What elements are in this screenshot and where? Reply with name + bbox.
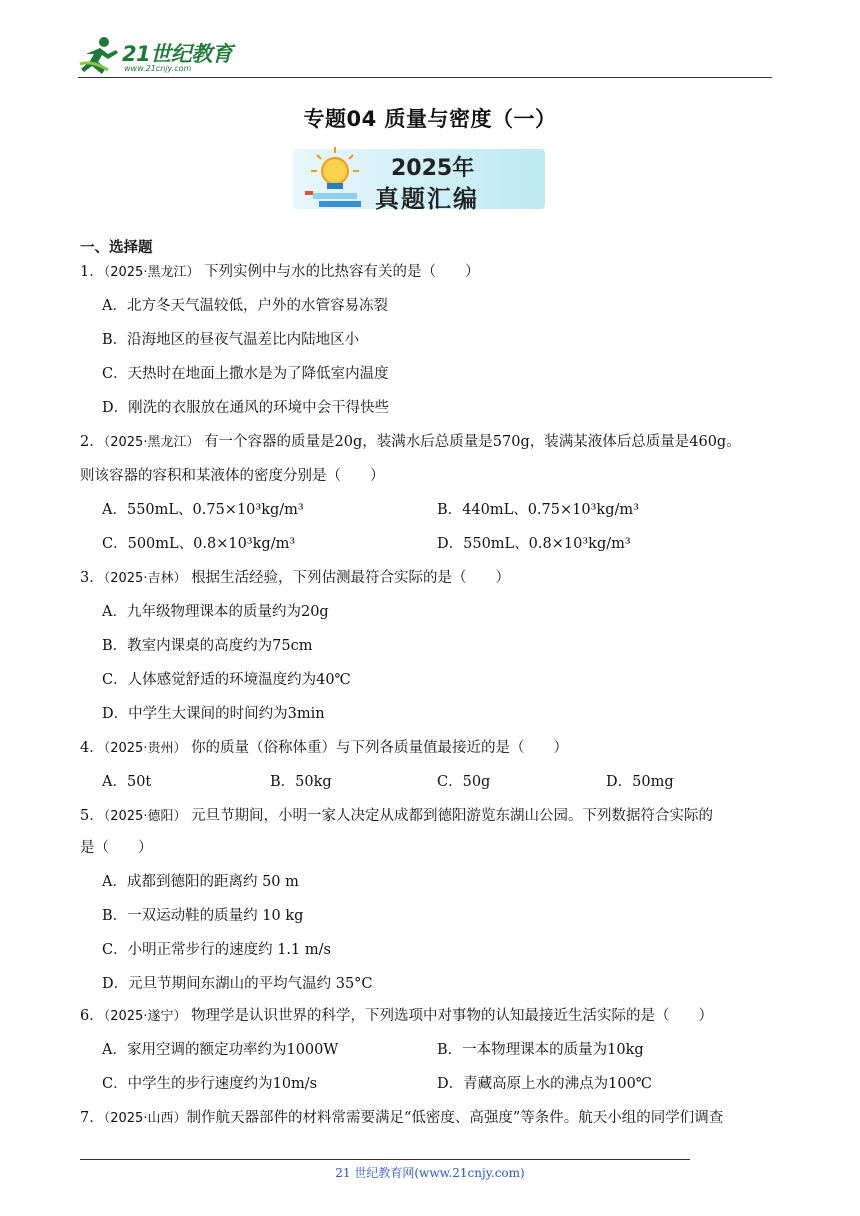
option: A．550mL、0.75×10³kg/m³ xyxy=(102,502,304,518)
question-number: 4． xyxy=(80,740,104,756)
question-number: 6． xyxy=(80,1008,104,1024)
option: B．440mL、0.75×10³kg/m³ xyxy=(437,502,639,518)
question-number: 3． xyxy=(80,570,104,586)
option: C．中学生的步行速度约为10m/s xyxy=(102,1076,318,1092)
question-number: 1． xyxy=(80,264,104,280)
question-text-continued: 是（ ） xyxy=(80,840,153,856)
option: B．沿海地区的昼夜气温差比内陆地区小 xyxy=(102,332,360,348)
question-text: 下列实例中与水的比热容有关的是（ ） xyxy=(204,264,480,280)
option: D．50mg xyxy=(606,774,674,790)
question-source: （2025·德阳） xyxy=(103,809,187,824)
question-text: 你的质量（俗称体重）与下列各质量值最接近的是（ ） xyxy=(191,740,569,756)
option: C．人体感觉舒适的环境温度约为40℃ xyxy=(102,672,351,688)
option: A．九年级物理课本的质量约为20g xyxy=(102,604,329,620)
option: D．青藏高原上水的沸点为100℃ xyxy=(437,1076,653,1092)
question-stem xyxy=(80,806,713,827)
page-footer: 21 世纪教育网(www.21cnjy.com) xyxy=(335,1166,525,1180)
option: A．北方冬天气温较低，户外的水管容易冻裂 xyxy=(102,298,388,314)
question-stem xyxy=(80,1006,713,1027)
question-text: 制作航天器部件的材料常需要满足“低密度、高强度”等条件。航天小组的同学们调查 xyxy=(186,1110,724,1126)
option: B．教室内课桌的高度约为75cm xyxy=(102,638,313,654)
question-stem xyxy=(80,1108,723,1129)
question-number: 7． xyxy=(80,1110,104,1126)
question-source: （2025·山西） xyxy=(103,1111,187,1126)
question-text: 有一个容器的质量是20g，装满水后总质量是570g，装满某液体后总质量是460g。 xyxy=(204,434,741,450)
lightbulb-icon xyxy=(305,145,375,213)
question-source: （2025·黑龙江） xyxy=(103,435,200,450)
site-logo xyxy=(78,34,248,78)
section-heading: 一、选择题 xyxy=(80,240,153,256)
option: B．一双运动鞋的质量约 10 kg xyxy=(102,908,304,924)
option: A．成都到德阳的距离约 50 m xyxy=(102,874,299,890)
page-header xyxy=(78,30,772,80)
question-text: 物理学是认识世界的科学，下列选项中对事物的认知最接近生活实际的是（ ） xyxy=(191,1008,714,1024)
runner-icon xyxy=(78,34,122,78)
option: B．50kg xyxy=(270,774,332,790)
banner-year: 2025年 xyxy=(391,156,475,181)
option: B．一本物理课本的质量为10kg xyxy=(437,1042,644,1058)
question-text: 元旦节期间，小明一家人决定从成都到德阳游览东湖山公园。下列数据符合实际的 xyxy=(191,808,714,824)
logo-url: www.21cnjy.com xyxy=(124,64,192,73)
question-stem xyxy=(80,432,741,453)
question-stem xyxy=(80,738,568,759)
question-source: （2025·吉林） xyxy=(103,571,187,586)
question-source: （2025·遂宁） xyxy=(103,1009,187,1024)
option: D．刚洗的衣服放在通风的环境中会干得快些 xyxy=(102,400,390,416)
option: D．中学生大课间的时间约为3min xyxy=(102,706,325,722)
question-source: （2025·贵州） xyxy=(103,741,187,756)
question-source: （2025·黑龙江） xyxy=(103,265,200,280)
option: D．元旦节期间东湖山的平均气温约 35°C xyxy=(102,976,373,992)
question-text-continued: 则该容器的容积和某液体的密度分别是（ ） xyxy=(80,468,385,484)
option: C．50g xyxy=(437,774,491,790)
page-title: 专题04 质量与密度（一） xyxy=(303,107,557,131)
question-number: 2． xyxy=(80,434,104,450)
option: A．50t xyxy=(102,774,152,790)
logo-text: 21世纪教育 xyxy=(122,42,233,66)
question-text: 根据生活经验，下列估测最符合实际的是（ ） xyxy=(191,570,511,586)
header-divider xyxy=(78,77,772,78)
option: C．天热时在地面上撒水是为了降低室内温度 xyxy=(102,366,389,382)
question-stem xyxy=(80,262,480,283)
option: C．500mL、0.8×10³kg/m³ xyxy=(102,536,296,552)
question-stem xyxy=(80,568,510,589)
option: A．家用空调的额定功率约为1000W xyxy=(102,1042,339,1058)
banner-subtitle: 真题汇编 xyxy=(375,184,479,213)
question-number: 5． xyxy=(80,808,104,824)
banner xyxy=(279,143,547,213)
footer-divider xyxy=(80,1159,690,1160)
option: C．小明正常步行的速度约 1.1 m/s xyxy=(102,942,331,958)
option: D．550mL、0.8×10³kg/m³ xyxy=(437,536,631,552)
